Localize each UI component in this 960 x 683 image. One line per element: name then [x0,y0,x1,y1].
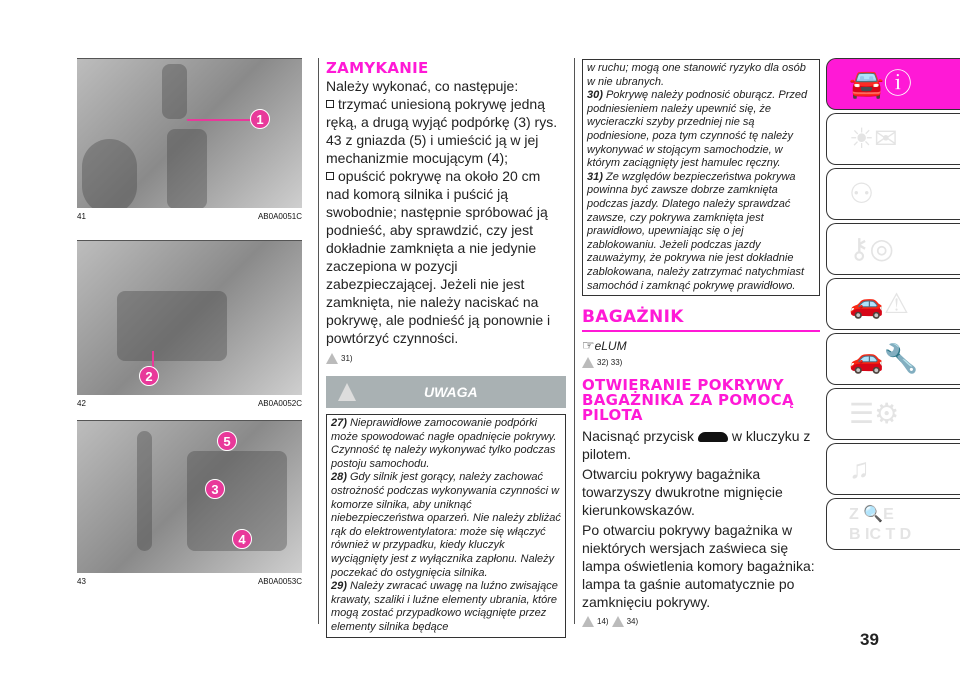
figure-code: AB0A0051C [257,212,302,221]
subsection-title: OTWIERANIE POKRYWY BAGAŻNIKA ZA POMOCĄ PILOTA [582,376,794,425]
paragraph: Nacisnąć przycisk w kluczyku z pilotem. [582,428,811,463]
warning-refs[interactable]: 32) 33) [597,358,623,368]
callout: 5 [217,431,237,451]
car-info-icon: 🚘ⓘ [849,68,912,99]
bullet-icon [326,172,334,180]
figure-number: 43 [77,577,86,586]
tab-multimedia[interactable] [826,443,960,495]
tab-car-info[interactable] [826,58,960,110]
warning-header: UWAGA [326,376,566,408]
warning-triangle-icon [582,357,594,368]
tab-safety[interactable] [826,168,960,220]
figure-number: 42 [77,399,86,408]
hand-pointer-icon: ☞ [582,337,595,354]
figure-number: 41 [77,212,86,221]
figure-43-image [77,420,302,573]
trunk-open-car-icon [698,432,728,442]
bullet-icon [326,100,334,108]
column-divider [318,58,319,624]
key-steering-wheel-icon: ⚷◎ [849,233,894,264]
breakdown-triangle-icon: 🚗⚠ [849,288,909,319]
tab-warning-lights[interactable] [826,113,960,165]
warning-triangle-icon [338,383,356,401]
step-item: trzymać uniesioną pokrywę jedną ręką, a drugą wyjąć podpórkę (3) rys. 43 z gniazda (5) i umieścić ją w jej mechanizmie mocującym (4); [326,96,558,166]
section-title: ZAMYKANIE [326,59,429,77]
list-gears-icon: ☰⚙ [849,398,900,429]
paragraph: Po otwarciu pokrywy bagażnika w niektórych wersjach zaświeca się lampa oświetlenia komory bagażnika: lampa ta gaśnie automatycznie po zamknięciu pokrywy. [582,522,815,611]
tab-maintenance[interactable] [826,333,960,385]
figure-41-image [77,58,302,208]
paragraph: Otwarciu pokrywy bagażnika towarzyszy dwukrotne mignięcie kierunkowskazów. [582,466,783,519]
figure-code: AB0A0052C [257,399,302,408]
step-item: opuścić pokrywę na około 20 cm nad komorą silnika i puścić ją swobodnie; następnie spróbować ją podnieść, aby sprawdzić, czy jest dokładnie zamknięta a nie jedynie zaczepiona w pozycji zabezpieczającej. Jeżeli nie jest zamknięta, nie należy naciskać na pokrywę, ale podnieść ją ponownie i powtórzyć czynności. [326,168,551,346]
elum-label: eLUM [594,339,627,354]
warning-ref[interactable]: 31) [341,354,353,364]
tab-technical-data[interactable] [826,388,960,440]
section-title: BAGAŻNIK [582,308,820,332]
note-item: 31) Ze względów bezpieczeństwa pokrywa powinna być zawsze dobrze zamknięta podczas jazdy. Dlatego należy sprawdzać zawsze, czy pokrywa zamknięta jest prawidłowo, upewniając się o jej zablokowaniu. Jeżeli podczas jazdy zauważymy, że pokrywa nie jest dokładnie zablokowana, należy zatrzymać natychmiast samochód i zamknąć pokrywę prawidłowo. [587,170,805,292]
callout: 3 [205,479,225,499]
intro-text: Należy wykonać, co następuje: [326,78,519,94]
callout: 4 [232,529,252,549]
airbag-seat-icon: ⚇ [849,178,875,209]
tab-index[interactable] [826,498,960,550]
note-item: 29) Należy zwracać uwagę na luźno zwisające krawaty, szaliki i luźne elementy ubrania, które mogą zostać przypadkowo wciągnięte przez elementy silnika będące [331,580,558,633]
tab-starting-driving[interactable] [826,223,960,275]
note-item: w ruchu; mogą one stanowić ryzyko dla osób w nie ubranych. [587,62,806,88]
multimedia-note-icon: ♫ [849,453,870,484]
index-search-icon: Z 🔍E B IC T D [849,506,912,543]
warning-triangle-icon [326,353,338,364]
callout: 1 [250,109,270,129]
note-item: 28) Gdy silnik jest gorący, należy zachować ostrożność podczas wykonywania czynności w komorze silnika, aby uniknąć niebezpieczeństwa oparzeń. Nie należy zbliżać rąk do elektrowentylatora: może się włączyć również w przypadku, kiedy kluczyk wyciągnięty jest z wyłącznika zapłonu. Należy poczekać do ostygnięcia silnika. [331,471,561,579]
column-divider [574,58,575,624]
page-number: 39 [860,630,879,649]
car-wrench-icon: 🚗🔧 [849,343,919,374]
figure-code: AB0A0053C [257,577,302,586]
warning-notes-box-continued [582,59,820,296]
note-item: 27) Nieprawidłowe zamocowanie podpórki może spowodować nagłe opadnięcie pokrywy. Czynność tę należy wykonywać tylko podczas postoju samochodu. [331,417,557,470]
note-item: 30) Pokrywę należy podnosić oburącz. Przed podniesieniem należy upewnić się, że wycieraczki szyby przedniej nie są podniesione, poza tym czynność tę należy wykonywać w stojącym samochodzie, w którym zaciągnięty jest hamulec ręczny. [587,89,808,170]
warning-triangle-icon [612,616,624,627]
warning-notes-box [326,414,566,638]
tab-emergency[interactable] [826,278,960,330]
figure-42-image [77,240,302,395]
warning-light-message-icon: ☀✉ [849,123,898,154]
caution-icon [582,616,594,627]
callout: 2 [139,366,159,386]
